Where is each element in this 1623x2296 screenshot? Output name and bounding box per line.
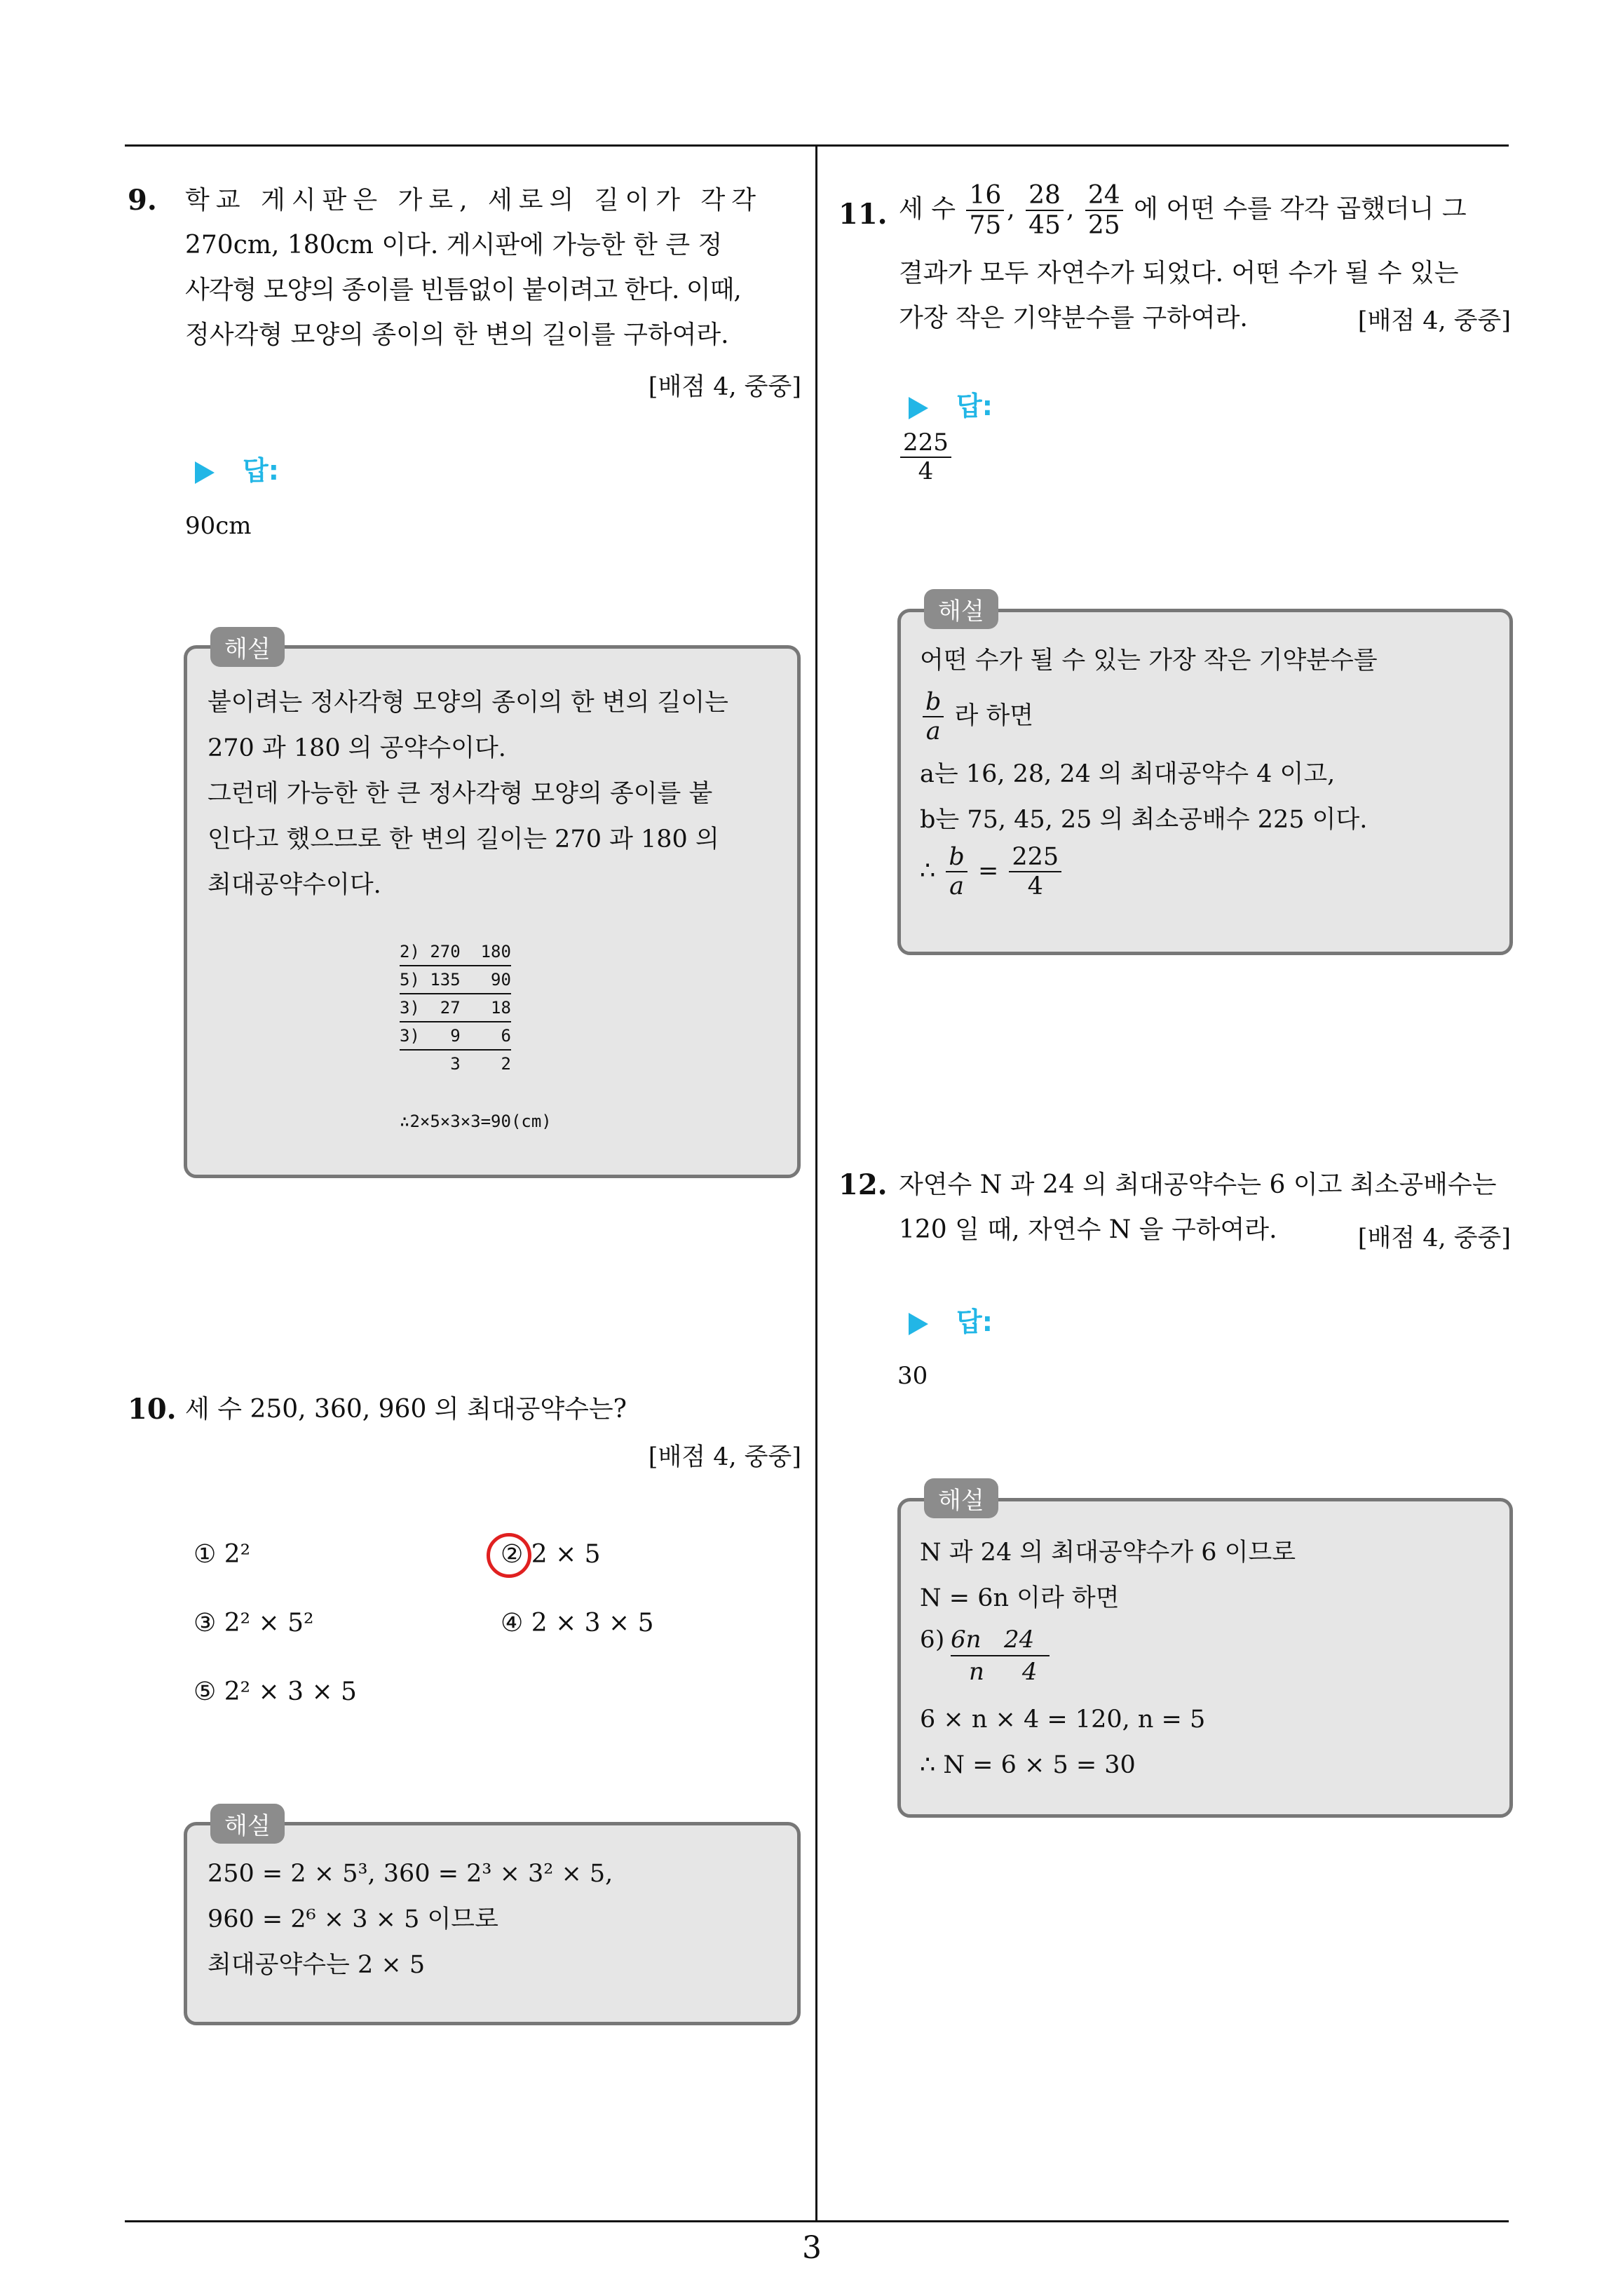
q11-line: 결과가 모두 자연수가 되었다. 어떤 수가 될 수 있는 — [899, 259, 1459, 288]
q12-answer-label: 답: — [909, 1300, 993, 1339]
q11-prefix: 세 수 — [899, 194, 956, 224]
division-bottom: n 4 — [969, 1658, 1038, 1686]
q12-line: 자연수 N 과 24 의 최대공약수는 6 이고 최소공배수는 — [899, 1170, 1497, 1199]
q10-choice-4[interactable]: ④ 2 × 3 × 5 — [501, 1609, 654, 1637]
q11-line: 가장 작은 기약분수를 구하여라. — [899, 304, 1248, 332]
explanation-line: N 과 24 의 최대공약수가 6 이므로 — [920, 1539, 1296, 1567]
division-row: 2) 270 180 — [400, 938, 511, 966]
explanation-result: ∴ $\frac{b}{a}$ = $\frac{225}{4}$ — [920, 843, 1378, 901]
q9-line: 학교 게시판은 가로, 세로의 길이가 각각 — [185, 186, 763, 215]
explanation-line: 최대공약수는 2 × 5 — [208, 1951, 426, 1979]
division-top: 6n 24 — [951, 1624, 1050, 1656]
page-number: 3 — [802, 2230, 822, 2266]
q9-division-table — [400, 938, 511, 1077]
division-row: 3 2 — [400, 1054, 511, 1074]
fraction: $\frac{28}{45}$ — [1026, 181, 1064, 241]
column-divider — [815, 144, 817, 2222]
fraction: $\frac{24}{25}$ — [1085, 181, 1123, 241]
bottom-rule — [125, 2220, 1509, 2222]
fraction: $\frac{16}{75}$ — [966, 181, 1004, 241]
q10-choice-3[interactable]: ③ 2² × 5² — [193, 1609, 314, 1637]
q11-text-first: 세 수 $\frac{16}{75}$ , $\frac{28}{45}$ , $\frac{24}{25}$ 에 어떤 수를 각각 곱했더니 그 — [899, 181, 1467, 241]
q12-explanation-after — [920, 1697, 1205, 1788]
q12-answer: 30 — [897, 1362, 928, 1390]
q9-line: 정사각형 모양의 종이의 한 변의 길이를 구하여라. — [185, 320, 729, 349]
q11-answer — [897, 429, 954, 485]
q9-line: 사각형 모양의 종이를 빈틈없이 붙이려고 한다. 이때, — [185, 276, 741, 304]
q9-explanation-text — [208, 680, 728, 908]
triangle-icon — [195, 461, 215, 484]
explanation-line: 인다고 했으므로 한 변의 길이는 270 과 180 의 — [208, 825, 719, 853]
q12-number: 12. — [838, 1168, 888, 1201]
explanation-line: 960 = 2⁶ × 3 × 5 이므로 — [208, 1905, 498, 1933]
q11-suffix: 에 어떤 수를 각각 곱했더니 그 — [1134, 194, 1467, 224]
explanation-line: N = 6n 이라 하면 — [920, 1584, 1120, 1612]
division-row: 5) 135 90 — [400, 966, 511, 994]
q9-score: [배점 4, 중중] — [648, 373, 801, 401]
fraction: $\frac{225}{4}$ — [900, 429, 951, 485]
explanation-line: 그런데 가능한 한 큰 정사각형 모양의 종이를 붙 — [208, 780, 713, 808]
q12-line: 120 일 때, 자연수 N 을 구하여라. — [899, 1215, 1277, 1244]
q10-explanation-tag: 해설 — [210, 1804, 285, 1844]
q10-choice-5[interactable]: ⑤ 2² × 3 × 5 — [193, 1677, 357, 1706]
q9-number: 9. — [128, 184, 157, 217]
q9-explanation-tag: 해설 — [210, 627, 285, 667]
q9-text — [185, 178, 802, 358]
q10-choice-1[interactable]: ① 2² — [193, 1540, 251, 1569]
explanation-line: 어떤 수가 될 수 있는 가장 작은 기약분수를 — [920, 647, 1378, 675]
division-row: 3) 9 6 — [400, 1022, 511, 1051]
explanation-line: 250 = 2 × 5³, 360 = 2³ × 3² × 5, — [208, 1860, 613, 1888]
q11-score: [배점 4, 중중] — [1357, 307, 1511, 335]
q11-number: 11. — [838, 198, 888, 231]
divisor: 6 — [920, 1626, 935, 1654]
q12-explanation-text — [920, 1530, 1296, 1621]
q12-score: [배점 4, 중중] — [1357, 1224, 1511, 1252]
q12-explanation-tag: 해설 — [924, 1478, 998, 1518]
triangle-icon — [909, 397, 928, 419]
q11-explanation-tag: 해설 — [924, 589, 998, 629]
q9-conclusion: ∴2×5×3×3=90(cm) — [400, 1112, 552, 1131]
q11-explanation-text — [920, 638, 1378, 900]
q9-line: 270cm, 180cm 이다. 게시판에 가능한 한 큰 정 — [185, 231, 723, 259]
explanation-line: 붙이려는 정사각형 모양의 종이의 한 변의 길이는 — [208, 689, 728, 717]
q10-choice-2[interactable]: ② 2 × 5 — [501, 1540, 601, 1569]
explanation-line: ∴ N = 6 × 5 = 30 — [920, 1751, 1136, 1779]
explanation-line: $\frac{b}{a}$ 라 하면 — [920, 688, 1378, 746]
q10-explanation-text — [208, 1851, 613, 1988]
explanation-line: b는 75, 45, 25 의 최소공배수 225 이다. — [920, 805, 1368, 834]
explanation-line: a는 16, 28, 24 의 최대공약수 4 이고, — [920, 759, 1336, 788]
triangle-icon — [909, 1313, 928, 1335]
explanation-line: 최대공약수이다. — [208, 871, 381, 899]
q11-answer-label: 답: — [909, 384, 993, 423]
q9-answer-label: 답: — [195, 449, 279, 487]
explanation-line: 270 과 180 의 공약수이다. — [208, 734, 506, 762]
q10-score: [배점 4, 중중] — [648, 1443, 801, 1471]
q10-number: 10. — [128, 1393, 177, 1426]
division-row: 3) 27 18 — [400, 994, 511, 1022]
q10-text: 세 수 250, 360, 960 의 최대공약수는? — [185, 1395, 627, 1424]
q9-answer: 90cm — [185, 512, 252, 540]
explanation-line: 6 × n × 4 = 120, n = 5 — [920, 1706, 1206, 1734]
